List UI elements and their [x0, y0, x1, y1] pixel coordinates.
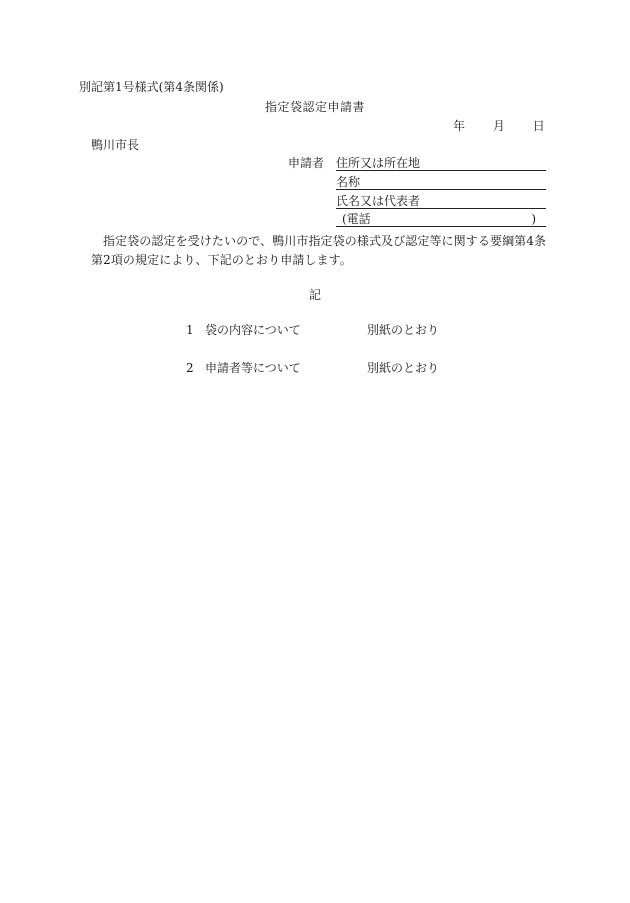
date-year: 年 [453, 119, 466, 133]
date-month: 月 [492, 119, 505, 133]
name-label: 名称 [336, 175, 361, 189]
telephone-label: (電話 [342, 212, 371, 226]
note-heading: 記 [308, 288, 321, 302]
representative-field[interactable] [336, 195, 546, 209]
addressee: 鴨川市長 [91, 138, 140, 152]
representative-label: 氏名又は代表者 [336, 194, 421, 208]
applicant-label: 申請者 [288, 156, 325, 170]
telephone-field[interactable] [336, 213, 546, 227]
form-number: 別記第1号様式(第4条関係) [79, 80, 224, 94]
address-field[interactable] [336, 157, 546, 171]
item-1-value: 別紙のとおり [367, 323, 440, 337]
item-1-label: 袋の内容について [205, 323, 301, 337]
item-1-number: 1 [186, 323, 194, 337]
date-row [453, 120, 545, 132]
application-body-text: 指定袋の認定を受けたいので、鴨川市指定袋の様式及び認定等に関する要綱第4条第2項の規定により、下記のとおり申請します。 [91, 234, 547, 267]
address-label: 住所又は所在地 [336, 156, 421, 170]
telephone-close-paren: ) [531, 212, 536, 226]
name-field[interactable] [336, 176, 546, 190]
item-2-label: 申請者等について [205, 361, 301, 375]
document-title: 指定袋認定申請書 [264, 100, 365, 114]
item-2-value: 別紙のとおり [367, 361, 440, 375]
date-day: 日 [532, 119, 545, 133]
item-2-number: 2 [186, 361, 194, 375]
